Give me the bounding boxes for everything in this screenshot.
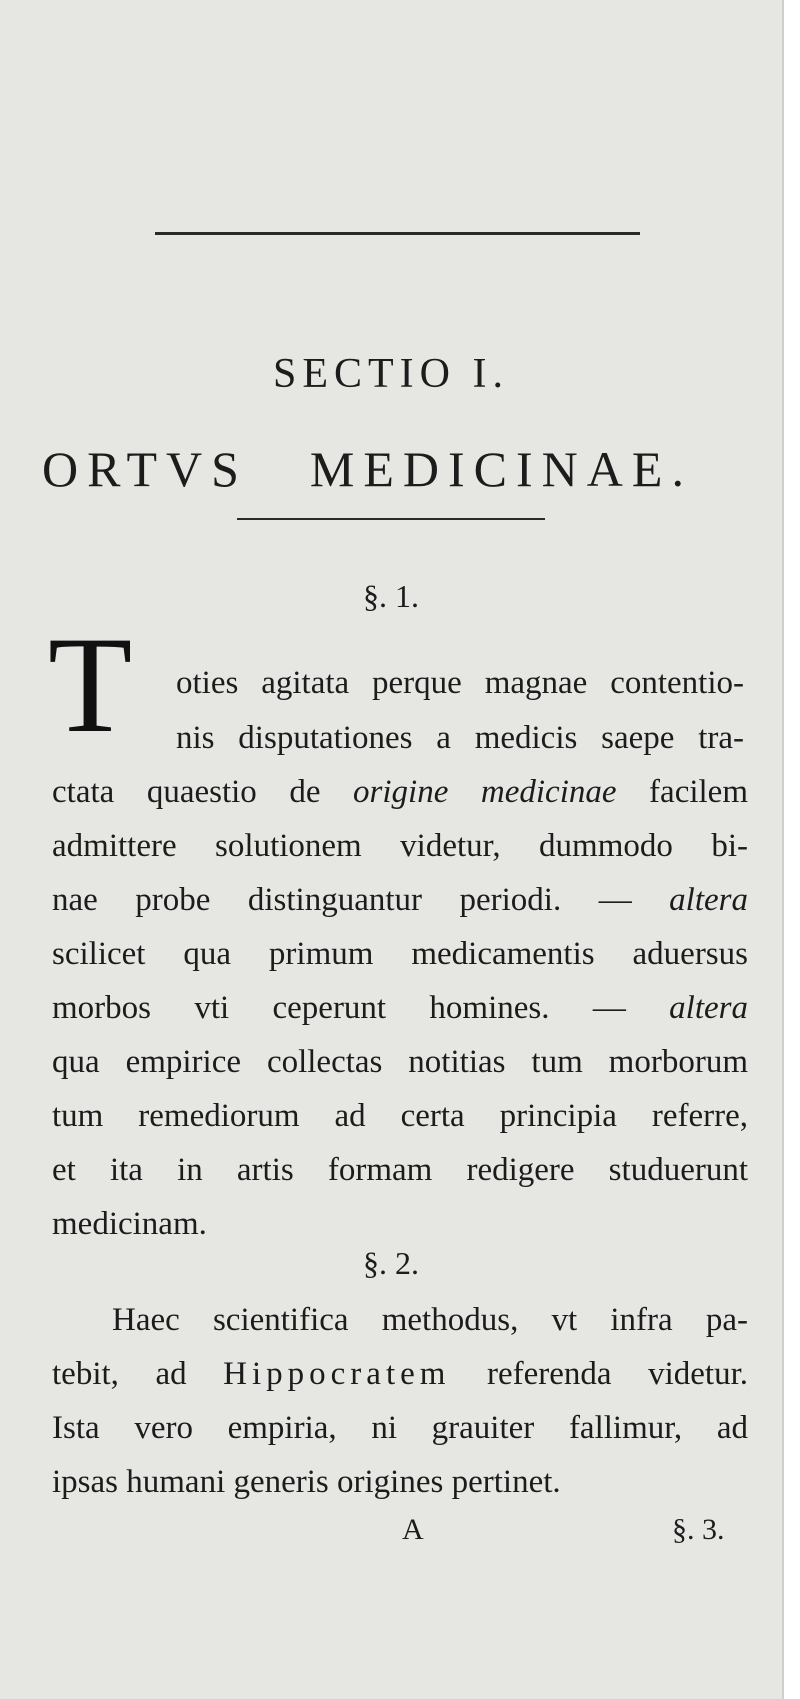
title-rule bbox=[237, 518, 545, 520]
text-span: nae probe distinguantur periodi. — bbox=[52, 882, 670, 918]
section-label: SECTIO I. bbox=[273, 351, 509, 397]
text-line: admittere solutionem videtur, dummodo bi- bbox=[52, 828, 748, 864]
text-line: scilicet qua primum medicamentis aduersus bbox=[52, 936, 748, 972]
text-line bbox=[52, 880, 748, 920]
name-hippocratem: Hippocratem bbox=[223, 1356, 451, 1392]
text-span: ctata quaestio de bbox=[52, 774, 354, 810]
text-line bbox=[52, 988, 748, 1028]
text-line: qua empirice collectas notitias tum morborum bbox=[52, 1044, 748, 1080]
paragraph-number-1: §. 1. bbox=[363, 578, 419, 614]
emphasis-altera: altera bbox=[669, 990, 748, 1026]
text-line bbox=[52, 1354, 748, 1394]
title-word-ortus: ORTVS bbox=[42, 441, 248, 497]
top-rule bbox=[155, 232, 640, 235]
page-title bbox=[42, 440, 693, 498]
text-line: ipsas humani generis origines pertinet. bbox=[52, 1464, 561, 1500]
emphasis-altera: altera bbox=[669, 882, 748, 918]
text-line: tum remediorum ad certa principia referre, bbox=[52, 1098, 748, 1134]
text-line: oties agitata perque magnae contentio- bbox=[176, 665, 744, 701]
text-line: medicinam. bbox=[52, 1206, 207, 1242]
signature-mark: A bbox=[402, 1513, 424, 1546]
emphasis-origine-medicinae: origine medicinae bbox=[353, 774, 617, 810]
text-span: tebit, ad bbox=[52, 1356, 224, 1392]
text-span: facilem bbox=[616, 774, 748, 810]
text-line: et ita in artis formam redigere studuerunt bbox=[52, 1152, 748, 1188]
text-line: Ista vero empiria, ni grauiter fallimur, ad bbox=[52, 1410, 748, 1446]
drop-cap: T bbox=[48, 608, 133, 761]
catchword: §. 3. bbox=[672, 1513, 725, 1546]
title-word-medicinae: MEDICINAE. bbox=[309, 441, 693, 497]
text-span: morbos vti ceperunt homines. — bbox=[52, 990, 670, 1026]
paragraph-number-2: §. 2. bbox=[363, 1245, 419, 1281]
text-line bbox=[52, 772, 748, 812]
text-line: Haec scientifica methodus, vt infra pa- bbox=[112, 1302, 748, 1338]
text-span: referenda videtur. bbox=[450, 1356, 748, 1392]
text-line: nis disputationes a medicis saepe tra- bbox=[176, 720, 744, 756]
